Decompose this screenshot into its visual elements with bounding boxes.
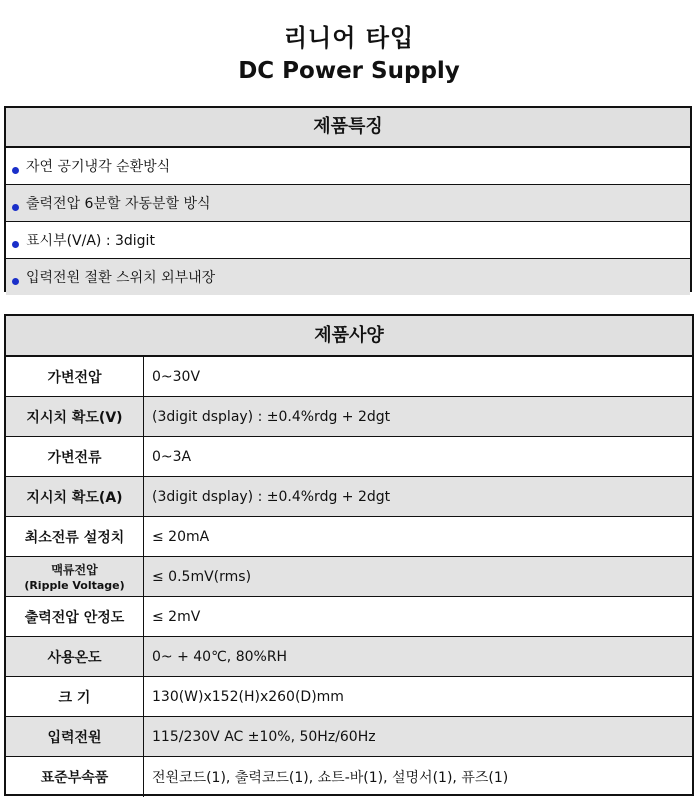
spec-key — [6, 357, 144, 396]
spec-key — [6, 717, 144, 756]
table-row — [6, 677, 692, 717]
spec-key-label: 표준부속품 — [40, 770, 109, 786]
spec-key-label: 크 기 — [58, 689, 91, 706]
spec-value: 0~ + 40℃, 80%RH — [152, 648, 288, 665]
spec-key-label: 입력전원 — [47, 729, 102, 746]
spec-value: 0~30V — [152, 368, 201, 385]
spec-key-label: 사용온도 — [47, 649, 102, 666]
bullet-icon — [12, 278, 19, 285]
feature-item — [6, 148, 690, 185]
spec-key — [6, 637, 144, 676]
spec-key-label: 맥류전압 — [51, 563, 98, 577]
table-row — [6, 717, 692, 757]
feature-item — [6, 185, 690, 222]
spec-key-sublabel: (Ripple Voltage) — [24, 579, 125, 592]
spec-value: 115/230V AC ±10%, 50Hz/60Hz — [152, 728, 376, 745]
spec-value: ≤ 2mV — [152, 608, 201, 625]
spec-value: 전원코드(1), 출력코드(1), 쇼트-바(1), 설명서(1), 퓨즈(1) — [152, 770, 509, 786]
spec-key — [6, 757, 144, 797]
spec-key — [6, 557, 144, 596]
feature-item — [6, 222, 690, 259]
specs-heading: 제품사양 — [6, 316, 692, 357]
spec-key-label: 가변전류 — [47, 449, 102, 466]
table-row — [6, 477, 692, 517]
table-row — [6, 437, 692, 477]
table-row — [6, 757, 692, 797]
table-row — [6, 637, 692, 677]
spec-key-label: 출력전압 안정도 — [24, 609, 125, 626]
spec-key — [6, 597, 144, 636]
spec-value: (3digit dsplay) : ±0.4%rdg + 2dgt — [152, 488, 391, 505]
feature-text: 입력전원 절환 스위치 외부내장 — [26, 270, 216, 286]
bullet-icon — [12, 167, 19, 174]
feature-item — [6, 259, 690, 295]
table-row — [6, 557, 692, 597]
spec-key — [6, 677, 144, 716]
feature-text: 자연 공기냉각 순환방식 — [26, 159, 171, 175]
spec-value: 130(W)x152(H)x260(D)mm — [152, 688, 344, 705]
table-row — [6, 597, 692, 637]
spec-value: (3digit dsplay) : ±0.4%rdg + 2dgt — [152, 408, 391, 425]
page-title-korean: 리니어 타입 — [283, 24, 415, 52]
table-row — [6, 397, 692, 437]
features-heading: 제품특징 — [6, 108, 690, 148]
bullet-icon — [12, 241, 19, 248]
spec-key-label: 지시치 확도(A) — [26, 489, 123, 506]
spec-key-label: 가변전압 — [47, 369, 102, 386]
page-title-english: DC Power Supply — [238, 58, 460, 84]
spec-key-label: 최소전류 설정치 — [24, 529, 125, 546]
spec-key-label: 지시치 확도(V) — [26, 409, 123, 426]
spec-key — [6, 477, 144, 516]
spec-value: ≤ 0.5mV(rms) — [152, 568, 252, 585]
table-row — [6, 517, 692, 557]
spec-value: ≤ 20mA — [152, 528, 210, 545]
feature-text: 출력전압 6분할 자동분할 방식 — [26, 196, 211, 212]
specs-table — [4, 314, 694, 796]
features-box — [4, 106, 692, 292]
spec-key — [6, 517, 144, 556]
table-row — [6, 357, 692, 397]
spec-key — [6, 437, 144, 476]
spec-value: 0~3A — [152, 448, 192, 465]
bullet-icon — [12, 204, 19, 211]
spec-key — [6, 397, 144, 436]
feature-text: 표시부(V/A) : 3digit — [26, 233, 155, 249]
